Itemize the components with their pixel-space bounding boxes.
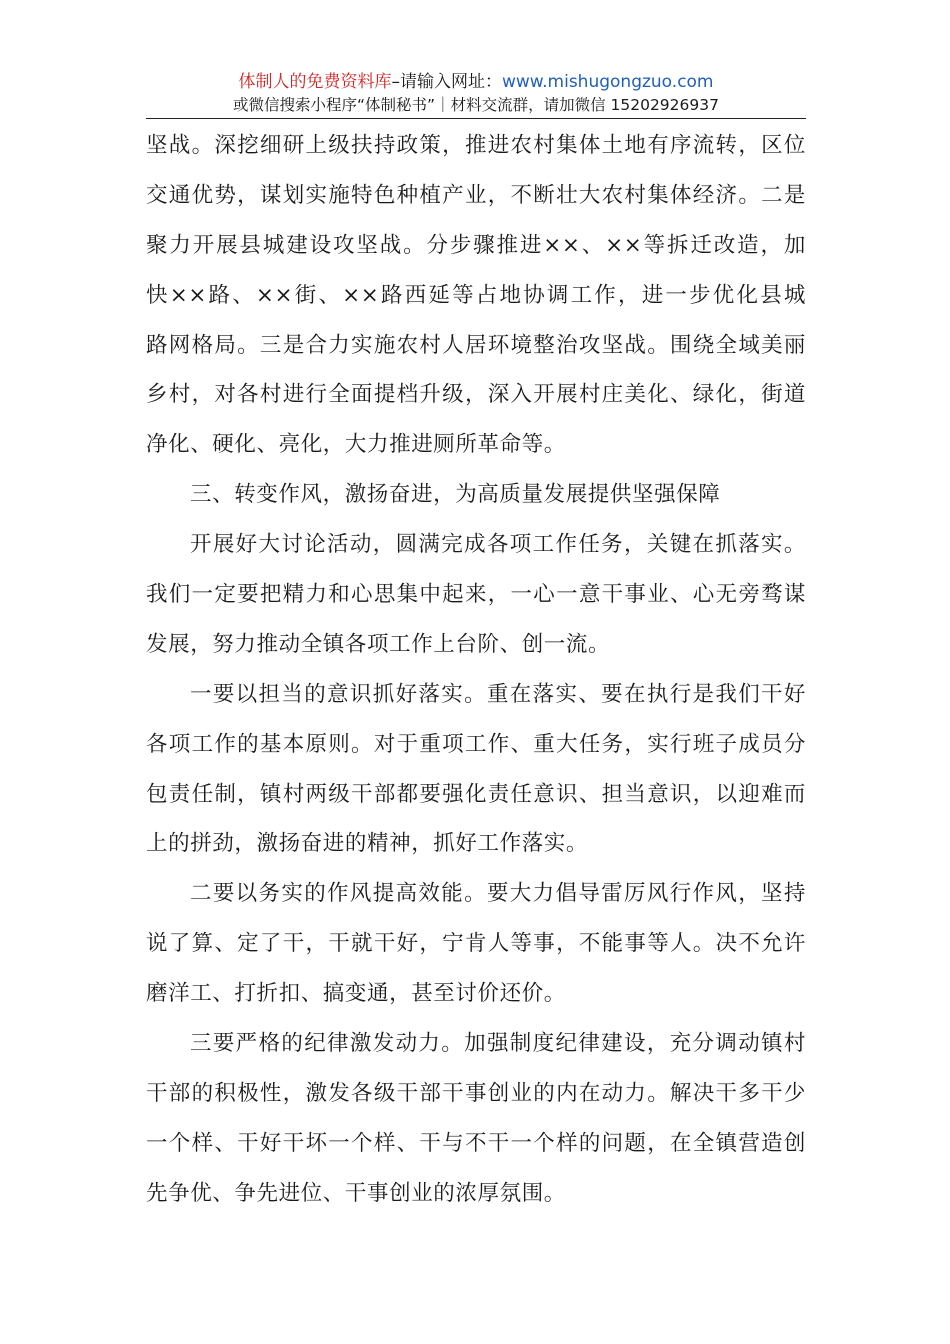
header-divider: [146, 118, 806, 119]
text-line: 上的拼劲，激扬奋进的精神，抓好工作落实。: [146, 831, 589, 857]
text-line: 发展，努力推动全镇各项工作上台阶、创一流。: [146, 631, 611, 657]
text-line: 三要严格的纪律激发动力。加强制度纪律建设，充分调动镇村: [190, 1031, 806, 1057]
text-line: 聚力开展县城建设攻坚战。分步骤推进××、××等拆迁改造，加: [146, 232, 806, 258]
header-line-2: 或微信搜索小程序“体制秘书”｜材料交流群，请加微信 15202926937: [233, 96, 719, 114]
header-url-link[interactable]: www.mishugongzuo.com: [501, 72, 714, 92]
text-line: 乡村，对各村进行全面提档升级，深入开展村庄美化、绿化，街道: [146, 382, 806, 408]
page-header: [146, 70, 806, 116]
header-line-1: [146, 70, 806, 94]
text-line: 包责任制，镇村两级干部都要强化责任意识、担当意识，以迎难而: [146, 781, 806, 807]
section-heading: 三、转变作风，激扬奋进，为高质量发展提供坚强保障: [190, 482, 721, 508]
text-line: 交通优势，谋划实施特色种植产业，不断壮大农村集体经济。二是: [146, 182, 806, 208]
text-line: 说了算、定了干，干就干好，宁肯人等事，不能事等人。决不允许: [146, 931, 806, 957]
text-line: 磨洋工、打折扣、搞变通，甚至讨价还价。: [146, 981, 566, 1007]
header-brand: 体制人的免费资料库: [238, 72, 392, 92]
text-line: 一要以担当的意识抓好落实。重在落实、要在执行是我们干好: [190, 681, 806, 707]
text-line: 我们一定要把精力和心思集中起来，一心一意干事业、心无旁骛谋: [146, 582, 806, 608]
header-prompt: –请输入网址：: [391, 72, 502, 92]
document-body: [146, 121, 806, 1219]
text-line: 各项工作的基本原则。对于重项工作、重大任务，实行班子成员分: [146, 731, 806, 757]
text-line: 快××路、××街、××路西延等占地协调工作，进一步优化县城: [146, 282, 806, 308]
text-line: 干部的积极性，激发各级干部干事创业的内在动力。解决干多干少: [146, 1080, 806, 1106]
text-line: 二要以务实的作风提高效能。要大力倡导雷厉风行作风，坚持: [190, 881, 806, 907]
text-line: 路网格局。三是合力实施农村人居环境整治攻坚战。围绕全域美丽: [146, 332, 806, 358]
text-line: 开展好大讨论活动，圆满完成各项工作任务，关键在抓落实。: [190, 532, 806, 558]
text-line: 坚战。深挖细研上级扶持政策，推进农村集体土地有序流转，区位: [146, 133, 806, 158]
text-line: 先争优、争先进位、干事创业的浓厚氛围。: [146, 1180, 566, 1206]
text-line: 一个样、干好干坏一个样、干与不干一个样的问题，在全镇营造创: [146, 1130, 806, 1156]
text-line: 净化、硬化、亮化，大力推进厕所革命等。: [146, 432, 566, 458]
